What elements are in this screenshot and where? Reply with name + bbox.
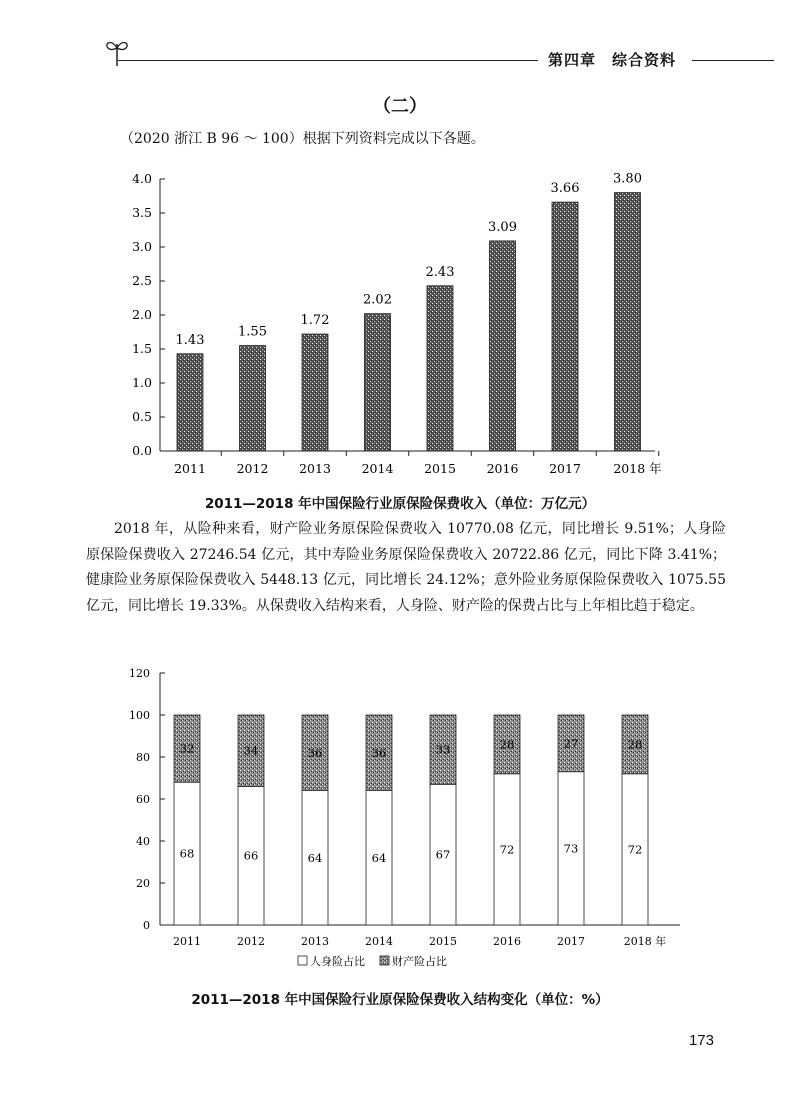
data-label: 2.43	[425, 264, 455, 280]
header-rule	[118, 60, 538, 61]
chart2-caption: 2011—2018 年中国保险行业原保险保费收入结构变化（单位：%）	[191, 992, 609, 1008]
bar	[365, 314, 391, 451]
life-share-label: 67	[435, 847, 451, 862]
bar	[177, 354, 203, 451]
life-share-label: 72	[627, 842, 643, 857]
premium-structure-stacked-chart	[110, 660, 690, 980]
y-tick-label: 0.0	[132, 443, 152, 458]
y-tick-label: 0	[143, 919, 150, 932]
body-text: 2018 年，从险种来看，财产险业务原保险保费收入 10770.08 亿元，同比增长 9.51%；人身险原保险保费收入 27246.54 亿元，其中寿险业务原保险保费收入 20722.86 亿元，同比下降 3.41%；健康险业务原保险保费收入 5448.13 亿元，同比增长 24.12%；意外险业务原保险保费收入 1075.55 亿元，同比增长 19.33%。从保费收入结构来看，人身险、财产险的保费占比与上年相比趋于稳定。	[86, 521, 726, 614]
x-tick-label: 2016	[486, 461, 519, 476]
bar	[615, 193, 641, 451]
body-paragraph	[86, 517, 726, 619]
chart1-caption: 2011—2018 年中国保险行业原保险保费收入（单位：万亿元）	[204, 496, 596, 512]
page-number: 173	[688, 1032, 714, 1049]
y-tick-label: 1.5	[132, 341, 152, 356]
premium-income-bar-chart	[110, 165, 690, 485]
x-tick-label: 2014	[365, 935, 393, 948]
life-share-label: 66	[243, 848, 259, 863]
question-intro: （2020 浙江 B 96 ～ 100）根据下列资料完成以下各题。	[120, 131, 485, 147]
x-tick-label: 2016	[493, 935, 521, 948]
property-share-label: 34	[243, 743, 259, 758]
y-tick-label: 2.5	[132, 273, 152, 288]
y-tick-label: 100	[129, 709, 150, 722]
property-share-label: 36	[371, 745, 387, 760]
data-label: 1.72	[300, 313, 330, 329]
x-tick-label: 2015	[429, 935, 457, 948]
legend-swatch	[298, 956, 307, 965]
y-tick-label: 20	[136, 877, 150, 890]
x-tick-label: 2012	[236, 461, 269, 476]
data-label: 2.02	[363, 292, 392, 308]
x-tick-label: 2017	[549, 461, 581, 476]
legend-swatch	[380, 956, 389, 965]
y-tick-label: 40	[136, 835, 150, 848]
y-tick-label: 3.0	[132, 239, 152, 254]
section-title: （二）	[373, 96, 427, 117]
y-tick-label: 4.0	[132, 171, 152, 186]
property-share-label: 28	[627, 737, 643, 752]
property-share-label: 36	[307, 745, 323, 760]
x-tick-label: 2018 年	[613, 461, 662, 476]
life-share-label: 68	[179, 846, 195, 861]
life-share-label: 72	[499, 842, 515, 857]
data-label: 3.09	[488, 219, 517, 235]
life-share-label: 73	[563, 841, 579, 856]
x-tick-label: 2018 年	[623, 935, 667, 948]
life-share-label: 64	[371, 850, 387, 865]
y-tick-label: 2.0	[132, 307, 152, 322]
bar	[552, 202, 578, 451]
header-rule-right	[692, 60, 774, 61]
bar	[490, 241, 516, 451]
chapter-title: 第四章 综合资料	[548, 51, 677, 69]
bar	[302, 334, 328, 451]
data-label: 3.66	[550, 181, 580, 197]
life-share-label: 64	[307, 850, 323, 865]
x-tick-label: 2013	[299, 461, 331, 476]
y-tick-label: 3.5	[132, 205, 152, 220]
data-label: 1.43	[175, 332, 205, 348]
x-tick-label: 2013	[301, 935, 329, 948]
property-share-label: 33	[435, 742, 451, 757]
x-tick-label: 2017	[557, 935, 585, 948]
x-tick-label: 2011	[173, 935, 201, 948]
bar	[427, 286, 453, 451]
property-share-label: 28	[499, 737, 515, 752]
data-label: 1.55	[238, 324, 267, 340]
x-tick-label: 2011	[174, 461, 206, 476]
y-tick-label: 120	[129, 667, 150, 680]
y-tick-label: 60	[136, 793, 150, 806]
data-label: 3.80	[613, 171, 642, 187]
legend-label: 财产险占比	[392, 955, 447, 968]
property-share-label: 27	[563, 736, 579, 751]
y-tick-label: 80	[136, 751, 150, 764]
x-tick-label: 2012	[237, 935, 265, 948]
bar	[240, 346, 266, 451]
x-tick-label: 2014	[361, 461, 394, 476]
property-share-label: 32	[179, 741, 195, 756]
y-tick-label: 0.5	[132, 409, 152, 424]
sprout-icon	[102, 34, 132, 68]
y-tick-label: 1.0	[132, 375, 152, 390]
legend-label: 人身险占比	[310, 955, 365, 968]
x-tick-label: 2015	[424, 461, 456, 476]
